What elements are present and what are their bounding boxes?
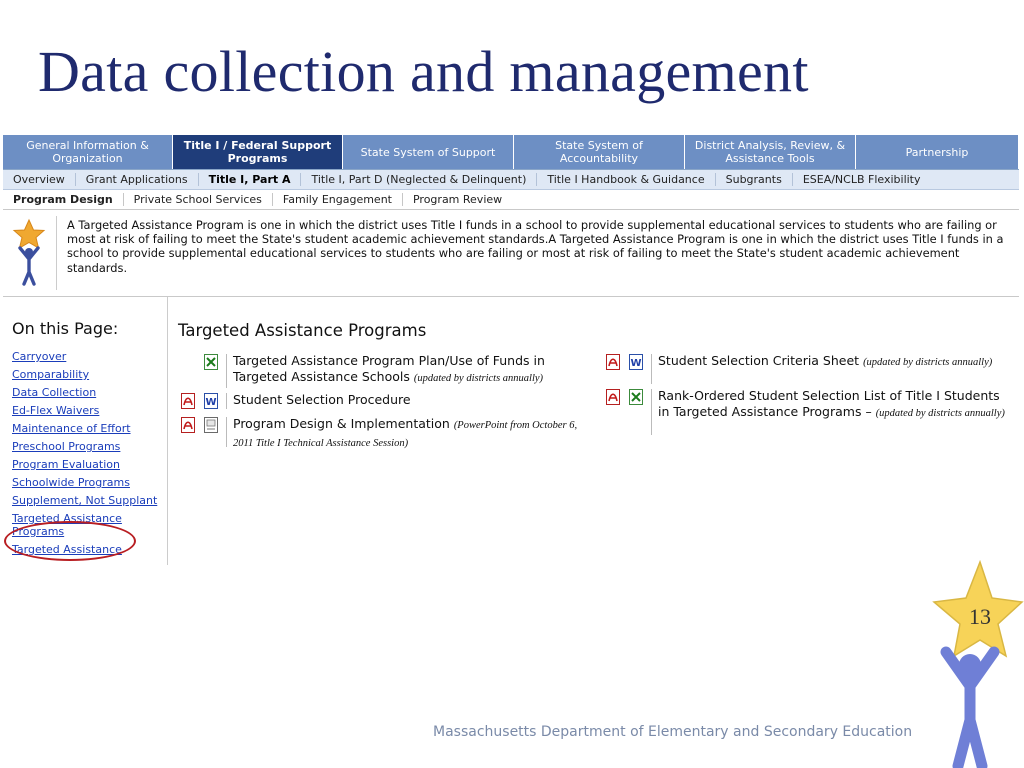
pdf-icon[interactable]	[606, 389, 620, 405]
doc-plan-use-of-funds[interactable]	[233, 353, 583, 387]
subnav-esea-flexibility[interactable]: ESEA/NCLB Flexibility	[802, 173, 921, 186]
word-icon[interactable]	[204, 393, 218, 409]
main-content	[178, 321, 1018, 565]
top-navigation	[3, 135, 1019, 170]
content-title: Targeted Assistance Programs	[178, 321, 427, 340]
doc-program-design-implementation[interactable]	[233, 416, 583, 452]
doc-divider	[651, 389, 652, 435]
ppt-icon[interactable]	[204, 417, 218, 433]
subnav-grant-applications[interactable]: Grant Applications	[76, 173, 199, 186]
doc-divider	[226, 417, 227, 447]
intro-panel	[3, 210, 1019, 297]
sub-navigation	[3, 170, 1019, 190]
subnav-title-i-part-d[interactable]: Title I, Part D (Neglected & Delinquent)	[301, 173, 537, 186]
subnav-handbook-guidance[interactable]: Title I Handbook & Guidance	[537, 173, 715, 186]
doc-link-text[interactable]: Program Design & Implementation	[233, 416, 450, 431]
doc-link-text[interactable]: Student Selection Procedure	[233, 392, 411, 407]
doc-annotation: (updated by districts annually)	[413, 373, 544, 384]
pdf-icon[interactable]	[181, 417, 195, 433]
link-maintenance-of-effort[interactable]: Maintenance of Effort	[12, 422, 131, 435]
star-mascot-icon	[918, 560, 1024, 768]
sidebar-heading: On this Page:	[12, 319, 119, 338]
link-schoolwide-programs[interactable]: Schoolwide Programs	[12, 476, 130, 489]
section-private-school-services[interactable]: Private School Services	[124, 193, 273, 206]
doc-annotation: (PowerPoint from October 6, 2011 Title I Technical Assistance Session)	[233, 420, 578, 449]
doc-student-selection-criteria[interactable]	[658, 353, 1008, 371]
intro-divider	[56, 216, 57, 290]
doc-annotation: (updated by districts annually)	[863, 357, 993, 368]
tab-state-system-of-support[interactable]: State System of Support	[343, 135, 514, 169]
link-carryover[interactable]: Carryover	[12, 350, 67, 363]
page-number: 13	[969, 604, 991, 629]
section-program-design[interactable]: Program Design	[3, 193, 124, 206]
doc-rank-ordered-list[interactable]	[658, 388, 1008, 422]
section-navigation	[3, 190, 1019, 210]
excel-icon[interactable]	[204, 354, 218, 370]
doc-link-text[interactable]: Targeted Assistance Program Plan/Use of Funds in Targeted Assistance Schools	[233, 353, 545, 384]
doc-student-selection-procedure[interactable]	[233, 392, 583, 408]
intro-text: A Targeted Assistance Program is one in which the district uses Title I funds in a school to provide supplemental educational services to students who are failing or most at risk of failing to meet the State's student academic achievement standards.A Targeted Assistance Program is one in which the district uses Title I funds in a school to provide supplemental educational services to students who are failing or most at risk of failing to meet the State's student academic achievement standards.	[67, 218, 1004, 275]
svg-text:W: W	[205, 397, 217, 408]
pdf-icon[interactable]	[606, 354, 620, 370]
svg-text:W: W	[630, 358, 642, 369]
doc-divider	[226, 354, 227, 388]
link-preschool-programs[interactable]: Preschool Programs	[12, 440, 121, 453]
doc-link-text[interactable]: Student Selection Criteria Sheet	[658, 353, 860, 368]
slide-title: Data collection and management	[38, 39, 809, 104]
doc-divider	[651, 354, 652, 384]
link-program-evaluation[interactable]: Program Evaluation	[12, 458, 120, 471]
excel-icon[interactable]	[629, 389, 643, 405]
tab-general-information[interactable]: General Information & Organization	[3, 135, 173, 169]
link-ed-flex-waivers[interactable]: Ed-Flex Waivers	[12, 404, 100, 417]
star-person-icon	[11, 218, 47, 286]
tab-partnership[interactable]: Partnership	[856, 135, 1019, 169]
link-data-collection[interactable]: Data Collection	[12, 386, 97, 399]
word-icon[interactable]	[629, 354, 643, 370]
highlight-circle	[4, 521, 136, 561]
subnav-subgrants[interactable]: Subgrants	[716, 173, 793, 186]
doc-link-text[interactable]: Rank-Ordered Student Selection List of Title I Students in Targeted Assistance Programs –	[658, 388, 1000, 419]
doc-annotation: (updated by districts annually)	[875, 408, 1005, 419]
tab-district-analysis[interactable]: District Analysis, Review, & Assistance Tools	[685, 135, 856, 169]
slide-footer: Massachusetts Department of Elementary and Secondary Education	[433, 724, 913, 740]
subnav-title-i-part-a[interactable]: Title I, Part A	[199, 173, 302, 186]
subnav-overview[interactable]: Overview	[3, 173, 76, 186]
link-comparability[interactable]: Comparability	[12, 368, 90, 381]
website-screenshot	[3, 135, 1019, 565]
doc-divider	[226, 393, 227, 409]
tab-state-system-of-accountability[interactable]: State System of Accountability	[514, 135, 685, 169]
link-targeted-assistance-cut[interactable]: Targeted Assistance	[12, 543, 122, 556]
link-targeted-assistance-programs[interactable]: Targeted Assistance Programs	[12, 512, 122, 538]
section-program-review[interactable]: Program Review	[412, 193, 503, 206]
link-supplement-not-supplant[interactable]: Supplement, Not Supplant	[12, 494, 158, 507]
tab-title-i-federal-support[interactable]: Title I / Federal Support Programs	[173, 135, 343, 169]
pdf-icon[interactable]	[181, 393, 195, 409]
section-family-engagement[interactable]: Family Engagement	[273, 193, 403, 206]
